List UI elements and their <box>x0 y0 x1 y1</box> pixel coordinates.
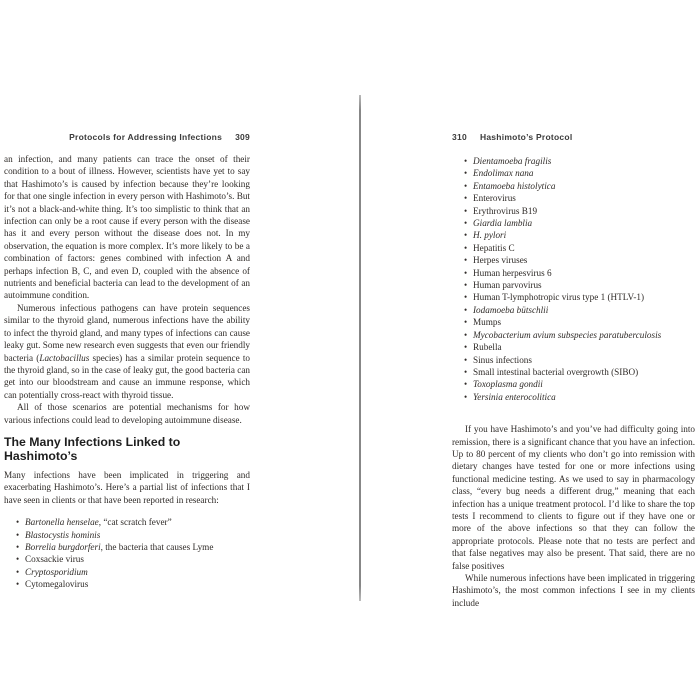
bullet-marker: • <box>464 267 468 278</box>
bullet-marker: • <box>464 156 468 166</box>
infection-list-item <box>465 254 695 266</box>
infection-list-item <box>465 217 695 229</box>
bullet-marker: • <box>464 193 468 204</box>
infection-list-item <box>17 516 250 528</box>
left-page <box>4 132 250 591</box>
bullet-marker: • <box>464 218 468 229</box>
bullet-marker: • <box>464 292 468 303</box>
bullet-marker: • <box>464 168 468 179</box>
infection-list-item <box>465 267 695 279</box>
section-heading: The Many Infections Linked to Hashimoto’s <box>4 434 181 463</box>
body-paragraph <box>452 423 695 572</box>
bullet-marker: • <box>464 180 468 191</box>
bullet-marker: • <box>16 566 20 577</box>
infection-list-item <box>17 566 250 578</box>
infection-list-item <box>465 316 695 328</box>
page-gutter-divider <box>359 95 361 601</box>
text-run: , the bacteria that causes Lyme <box>100 541 214 552</box>
bullet-marker: • <box>464 280 468 291</box>
bullet-marker: • <box>16 517 20 528</box>
species-name: Lactobacillus <box>39 352 90 363</box>
right-running-head-title: Hashimoto’s Protocol <box>479 132 573 142</box>
species-name: Bartonella henselae <box>25 517 99 528</box>
bullet-marker: • <box>464 329 468 340</box>
text-run: All of those scenarios are potential mechanisms for how various infections could lead to developing autoimmune disease. <box>4 402 250 425</box>
bullet-marker: • <box>16 529 20 540</box>
left-page-number: 309 <box>235 132 250 142</box>
text-run: Hepatitis C <box>473 242 515 253</box>
text-run: Numerous infectious pathogens can have protein sequences similar to the thyroid gland, numerous infections have the ability to infect the thyroid gland, and many types of infections can cause leaky gut. Some new research even suggests that even our friendly bacteria ( <box>4 302 250 363</box>
right-page <box>452 132 695 609</box>
left-infection-list <box>4 516 250 590</box>
right-running-head <box>452 132 695 142</box>
bullet-marker: • <box>464 304 468 315</box>
text-run: Herpes viruses <box>473 255 528 266</box>
infection-list-item <box>17 541 250 553</box>
infection-list-item <box>17 553 250 565</box>
text-run: Mumps <box>473 317 502 328</box>
infection-list-item <box>465 341 695 353</box>
species-name: Endolimax nana <box>473 168 534 179</box>
bullet-marker: • <box>16 554 20 565</box>
body-paragraph <box>4 401 250 426</box>
right-infection-list <box>452 155 695 403</box>
infection-list-item <box>465 354 695 366</box>
infection-list-item <box>465 167 695 179</box>
text-run: species) has a similar protein sequence to the thyroid gland, so in the case of leaky gut, the good bacteria can get into our bloodstream and cause an immune response, which can potentially cross-react with thyroid tissue. <box>4 352 250 400</box>
infection-list-item <box>465 205 695 217</box>
body-paragraph <box>4 153 250 302</box>
infection-list-item <box>465 155 695 167</box>
species-name: Toxoplasma gondii <box>473 379 543 390</box>
left-page-body <box>4 153 250 426</box>
text-run: Rubella <box>473 342 502 353</box>
text-run: If you have Hashimoto’s and you’ve had difficulty going into remission, there is a significant chance that you have an infection. Up to 80 percent of my clients who don’t go into remission with dietary changes have tested for one or more infections using functional medicine testing. As we used to say in pharmacology class, “every bug needs a different drug,” meaning that each infection has a unique treatment protocol. I’d like to share the top tests I recommend to clients to figure out if they have one or more of the above infections so that they can follow the appropriate protocols. Please note that no tests are perfect and that false negatives may also be present. That said, there are no false positives <box>452 424 695 571</box>
infection-list-item <box>465 329 695 341</box>
infection-list-item <box>465 229 695 241</box>
right-page-number: 310 <box>452 132 467 142</box>
species-name: Mycobacterium avium subspecies paratuberculosis <box>473 329 662 340</box>
right-page-body <box>452 423 695 609</box>
bullet-marker: • <box>464 205 468 216</box>
left-list-intro <box>4 469 250 506</box>
infection-list-item <box>465 192 695 204</box>
species-name: Entamoeba histolytica <box>473 180 556 191</box>
text-run: Enterovirus <box>473 193 516 204</box>
species-name: Iodamoeba bütschlii <box>473 304 549 315</box>
species-name: H. pylori <box>473 230 507 241</box>
bullet-marker: • <box>464 391 468 402</box>
species-name: Dientamoeba fragilis <box>473 156 552 166</box>
text-run: Human T-lymphotropic virus type 1 (HTLV-1) <box>473 292 645 303</box>
bullet-marker: • <box>16 579 20 590</box>
infection-list-item <box>465 242 695 254</box>
text-run: Many infections have been implicated in triggering and exacerbating Hashimoto’s. Here’s a partial list of infections that I have seen in clients or that have been reported in research: <box>4 469 250 505</box>
infection-list-item <box>465 291 695 303</box>
infection-list-item <box>465 378 695 390</box>
bullet-marker: • <box>464 366 468 377</box>
bullet-marker: • <box>464 342 468 353</box>
bullet-marker: • <box>464 354 468 365</box>
infection-list-item <box>465 180 695 192</box>
infection-list-item <box>465 279 695 291</box>
infection-list-item <box>465 366 695 378</box>
infection-list-item <box>17 578 250 590</box>
text-run: Coxsackie virus <box>25 554 84 565</box>
species-name: Giardia lamblia <box>473 218 533 229</box>
text-run: Human herpesvirus 6 <box>473 267 552 278</box>
text-run: an infection, and many patients can trace the onset of their condition to a bout of illness. However, scientists have yet to say that Hashimoto’s is caused by infection because they’re looking for that one single infection in every person with Hashimoto’s. But it’s not a black-and-white thing. It’s too simplistic to think that an infection can only be a root cause if every person with the disease has it and every person without the disease does not. In my observation, the equation is more complex. It’s more likely to be a combination of factors: genes combined with infection A and perhaps infection B, C, and even D, coupled with the absence of nutrients and beneficial bacteria can lead to the development of an autoimmune condition. <box>4 154 250 301</box>
bullet-marker: • <box>464 230 468 241</box>
bullet-marker: • <box>464 317 468 328</box>
text-run: , “cat scratch fever” <box>98 517 172 528</box>
bullet-marker: • <box>464 242 468 253</box>
bullet-marker: • <box>464 379 468 390</box>
left-running-head-title: Protocols for Addressing Infections <box>69 132 223 142</box>
text-run: Small intestinal bacterial overgrowth (SIBO) <box>473 366 639 377</box>
species-name: Blastocystis hominis <box>25 529 101 540</box>
text-run: Cytomegalovirus <box>25 579 89 590</box>
text-run: Human parvovirus <box>473 280 542 291</box>
bullet-marker: • <box>464 255 468 266</box>
body-paragraph <box>4 469 250 506</box>
infection-list-item <box>465 391 695 403</box>
body-paragraph <box>4 302 250 401</box>
bullet-marker: • <box>16 541 20 552</box>
left-running-head <box>4 132 250 142</box>
text-run: While numerous infections have been implicated in triggering Hashimoto’s, the most common infections I see in my clients include <box>452 573 695 608</box>
species-name: Yersinia enterocolitica <box>473 391 556 402</box>
infection-list-item <box>465 304 695 316</box>
text-run: Erythrovirus B19 <box>473 205 538 216</box>
text-run: Sinus infections <box>473 354 532 365</box>
species-name: Cryptosporidium <box>25 566 88 577</box>
infection-list-item <box>17 529 250 541</box>
species-name: Borrelia burgdorferi <box>25 541 101 552</box>
body-paragraph <box>452 572 695 609</box>
